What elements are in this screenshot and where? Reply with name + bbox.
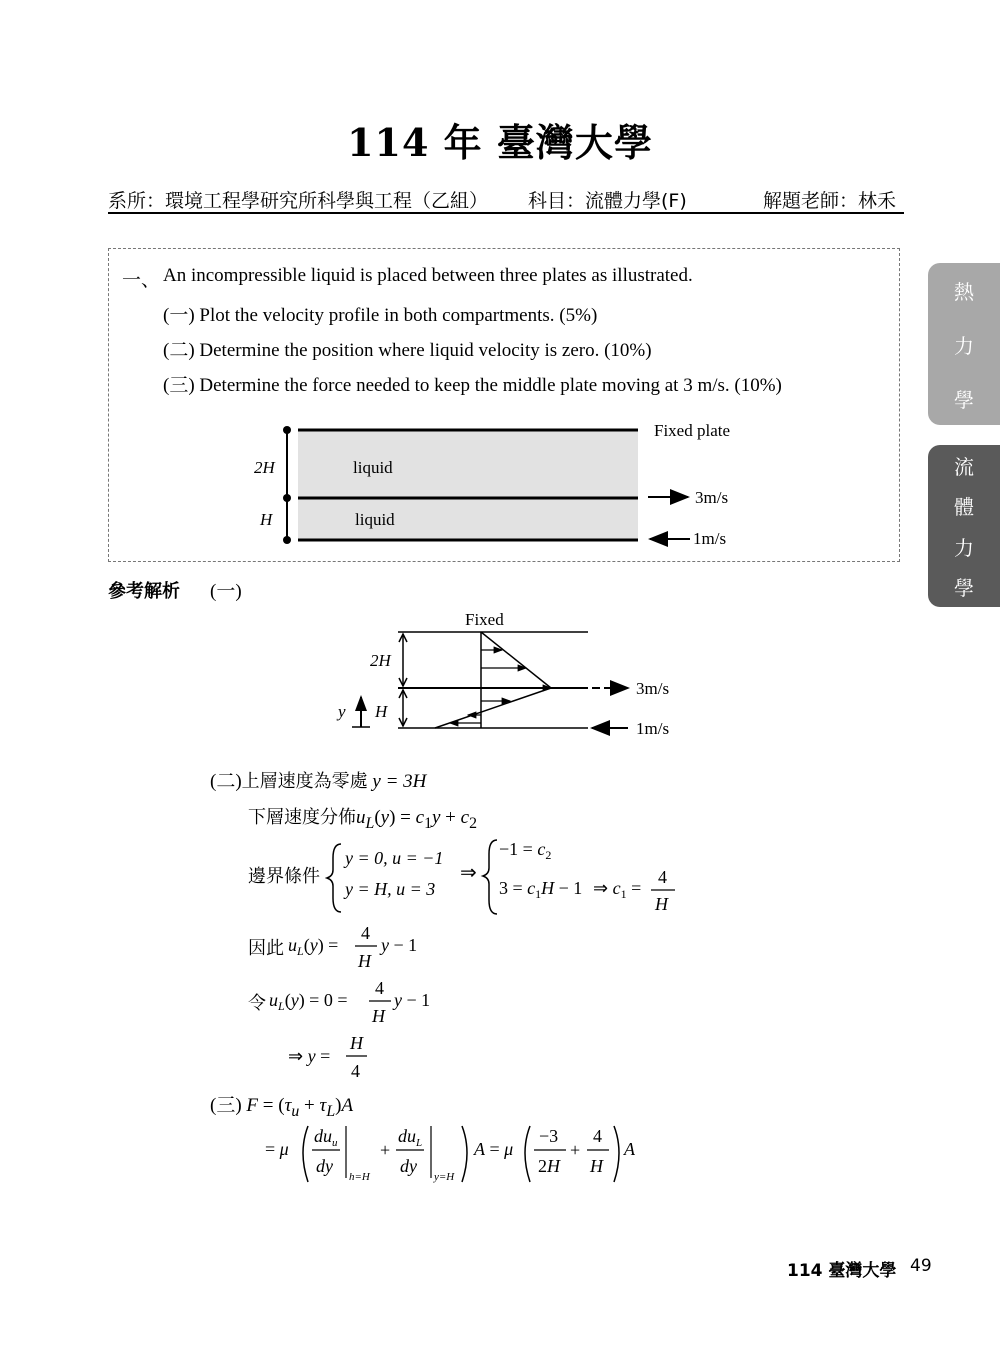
svg-text:H: H bbox=[372, 1006, 385, 1026]
side-tab-fluid-mechanics[interactable] bbox=[928, 445, 1000, 607]
part-3-number: (三) bbox=[210, 1095, 242, 1116]
svg-text:h=H: h=H bbox=[349, 1171, 370, 1183]
svg-text:uL(y) = 0 =: $u_L(y) = 0$ = bbox=[269, 990, 348, 1013]
upper-profile bbox=[481, 632, 551, 688]
profile-text: 下層速度分佈 bbox=[248, 807, 356, 828]
zero-velocity-equation: y = 3H bbox=[372, 771, 427, 792]
svg-text:y=H: y=H bbox=[434, 1171, 455, 1183]
middle-velocity-label: 3m/s bbox=[695, 488, 729, 507]
lower-profile-line: 下層速度分佈$u_L(y) = c_1y + c_2$ bbox=[248, 807, 477, 832]
svg-text:−3: −3 bbox=[539, 1126, 559, 1146]
lower-gap-label: H bbox=[260, 510, 273, 529]
svg-text:4: 4 bbox=[351, 1061, 360, 1081]
question-part-1 bbox=[163, 300, 597, 327]
part-text: Determine the position where liquid velocity is zero. (10%) bbox=[199, 340, 652, 361]
side-tab-char: 體 bbox=[954, 495, 974, 520]
zero-velocity-text: 上層速度為零處 bbox=[241, 771, 368, 792]
lower-gap-label: H bbox=[375, 702, 388, 721]
svg-text:A: A bbox=[624, 1139, 635, 1159]
svg-text:H: H bbox=[590, 1156, 603, 1176]
let-label: 令 bbox=[248, 993, 266, 1014]
page-number: 49 bbox=[910, 1256, 932, 1276]
side-tab-thermodynamics[interactable] bbox=[928, 263, 1000, 425]
svg-text:4: 4 bbox=[361, 923, 370, 943]
question-part-3 bbox=[163, 370, 782, 397]
side-tab-char: 學 bbox=[954, 576, 974, 601]
header-subject: 科目：流體力學(F) bbox=[528, 190, 687, 212]
zero-position-result bbox=[285, 1029, 385, 1084]
side-tab-char: 學 bbox=[954, 387, 974, 412]
svg-text:3 = c1H − 1: $3 = c_1H - 1$ bbox=[499, 878, 583, 901]
question-stem: An incompressible liquid is placed between three plates as illustrated. bbox=[163, 265, 693, 286]
part-number: (一) bbox=[163, 305, 195, 326]
side-tab-char: 熱 bbox=[954, 279, 974, 304]
header-teacher: 解題老師：林禾 bbox=[763, 190, 897, 212]
y-axis-label: y bbox=[338, 702, 346, 721]
svg-text:y − 1: y − 1 bbox=[381, 935, 418, 955]
svg-text:H: H bbox=[350, 1033, 363, 1053]
header-department: 系所：環境工程學研究所科學與工程（乙組） bbox=[108, 190, 489, 212]
svg-text:dy: dy bbox=[400, 1156, 417, 1176]
plates-figure bbox=[240, 415, 780, 555]
upper-liquid-label: liquid bbox=[353, 458, 393, 477]
therefore-label: 因此 bbox=[248, 938, 284, 959]
bottom-velocity-label: 1m/s bbox=[693, 529, 727, 548]
side-tab-char: 力 bbox=[954, 333, 974, 358]
part-number: (三) bbox=[163, 375, 195, 396]
upper-liquid-region bbox=[298, 430, 638, 498]
side-tab-char: 力 bbox=[954, 535, 974, 560]
lower-liquid-region bbox=[298, 498, 638, 540]
svg-text:duu: $du_u$ bbox=[314, 1126, 338, 1149]
svg-text:uL(y) =: $u_L(y)$ = bbox=[288, 935, 339, 958]
svg-text:+: + bbox=[570, 1140, 581, 1160]
svg-text:4: 4 bbox=[593, 1126, 602, 1146]
svg-text:H: H bbox=[358, 951, 371, 971]
zero-condition bbox=[266, 973, 446, 1028]
question-part-2 bbox=[163, 335, 652, 362]
svg-text:4: 4 bbox=[658, 867, 667, 887]
boundary-conditions bbox=[325, 838, 705, 918]
svg-text:⇒ c1 =: ⇒ $c_1$ = bbox=[593, 878, 642, 901]
fixed-label: Fixed bbox=[465, 610, 504, 629]
profile-result bbox=[285, 918, 435, 973]
svg-text:y − 1: y − 1 bbox=[394, 990, 431, 1010]
upper-gap-label: 2H bbox=[254, 458, 275, 477]
part-2-number: (二) bbox=[210, 771, 242, 792]
header-rule bbox=[108, 212, 904, 214]
part-text: Determine the force needed to keep the middle plate moving at 3 m/s. (10%) bbox=[199, 375, 782, 396]
side-tab-char: 流 bbox=[954, 454, 974, 479]
force-equation bbox=[262, 1120, 662, 1190]
lower-liquid-label: liquid bbox=[355, 510, 395, 529]
svg-text:dy: dy bbox=[316, 1156, 333, 1176]
fixed-plate-label: Fixed plate bbox=[654, 421, 731, 440]
footer-title: 114 臺灣大學 bbox=[787, 1261, 897, 1281]
svg-text:A = μ: A = μ bbox=[474, 1139, 514, 1159]
svg-text:H: H bbox=[655, 894, 668, 914]
svg-text:duL: $du_L$ bbox=[398, 1126, 423, 1149]
answer-part-2-line-1 bbox=[210, 766, 426, 793]
lower-profile bbox=[435, 688, 551, 728]
boundary-label: 邊界條件 bbox=[248, 866, 320, 887]
svg-text:= μ: = μ bbox=[265, 1139, 289, 1159]
answer-part-1-number: (一) bbox=[210, 581, 242, 602]
answer-part-3-line-1: (三) $F = (\tau_u + \tau_L)A$ bbox=[210, 1095, 354, 1120]
svg-text:+: + bbox=[380, 1140, 391, 1160]
question-number: 一、 bbox=[122, 270, 161, 291]
svg-text:−1 = c2: $-1 = c_2$ bbox=[499, 839, 552, 862]
svg-text:4: 4 bbox=[375, 978, 384, 998]
middle-velocity-label: 3m/s bbox=[636, 679, 670, 698]
part-number: (二) bbox=[163, 340, 195, 361]
svg-text:⇒ y =: ⇒ y = bbox=[288, 1046, 331, 1066]
svg-text:y = 0, u = −1: y = 0, u = −1 bbox=[345, 848, 444, 868]
svg-text:2H: 2H bbox=[538, 1156, 560, 1176]
part-text: Plot the velocity profile in both compartments. (5%) bbox=[199, 305, 598, 326]
bottom-velocity-label: 1m/s bbox=[636, 719, 670, 738]
answer-heading: 參考解析 bbox=[108, 581, 180, 602]
page-title: 114 年 臺灣大學 bbox=[347, 120, 653, 165]
velocity-profile-figure bbox=[330, 605, 690, 740]
svg-text:⇒: ⇒ bbox=[460, 862, 477, 884]
svg-text:y = H, u = 3: y = H, u = 3 bbox=[345, 879, 436, 899]
upper-gap-label: 2H bbox=[370, 651, 391, 670]
